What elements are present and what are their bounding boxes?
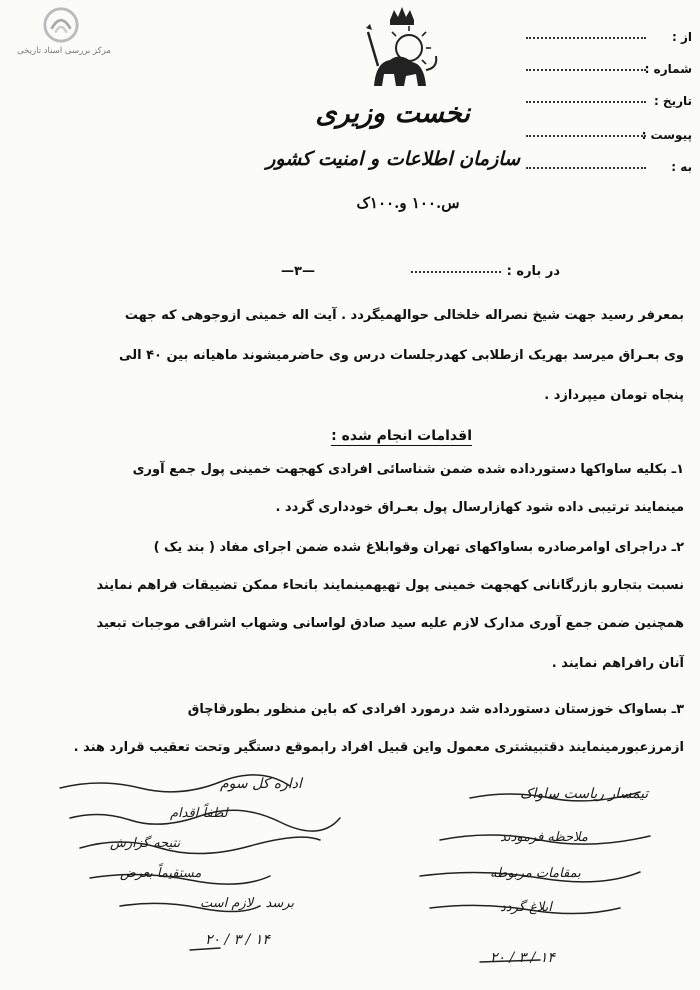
- watermark-text: مرکز بررسی اسناد تاریخی: [17, 46, 111, 56]
- handwritten-note: برسد . لازم است: [200, 896, 295, 911]
- handwritten-note: ملاحظه فرمودند: [500, 830, 588, 845]
- letterhead-title: نخست وزیری: [315, 98, 470, 129]
- meta-date: تاریخ :: [526, 94, 692, 108]
- letterhead-organization: سازمان اطلاعات و امنیت کشور: [266, 148, 520, 170]
- archive-logo-icon: [42, 6, 80, 44]
- body-line: وی بعـراق میرسد بهریک ازطلابی کهدرجلسات درس وی حاضرمیشوند ماهیانه بین ۴۰ الی: [119, 348, 684, 363]
- action-line: ۲ـ دراجرای اوامرصادره بساواکهای تهران وقوابلاغ شده ضمن اجرای مفاد ( بند یک ): [153, 540, 684, 555]
- action-line: ۳ـ بساواک خوزستان دستورداده شد درمورد افرادی که باین منظور بطورقاچاق: [187, 702, 684, 717]
- handwritten-note: نتیجه گزارش: [110, 836, 181, 851]
- action-line: مینمایند ترتیبی داده شود کهازارسال پول بعـراق خودداری گردد .: [275, 500, 684, 515]
- watermark: [8, 6, 120, 62]
- handwritten-note: مستقیماً بعرض: [120, 866, 202, 881]
- form-code: س.١٠٠ و.١٠٠ک: [356, 194, 460, 212]
- page-number: —۳—: [281, 264, 315, 279]
- body-line: پنجاه تومان میپردازد .: [544, 388, 684, 403]
- meta-from: از :: [526, 30, 692, 44]
- meta-attachment: پیوست :: [526, 128, 692, 142]
- handwritten-note: تیمسار ریاست ساواک: [520, 786, 649, 802]
- action-line: ۱ـ بکلیه ساواکها دستورداده شده ضمن شناسائی افرادی کهجهت خمینی پول جمع آوری: [132, 462, 684, 477]
- body-line: بمعرفر رسید جهت شیخ نصراله خلخالی حوالهمیگردد . آیت اله خمینی ازوجوهی که جهت: [124, 308, 684, 323]
- handwritten-note: ابلاغ گردد: [500, 900, 552, 915]
- handwritten-note: اداره کل سوم: [220, 776, 302, 792]
- subject-label: در باره :: [411, 264, 560, 279]
- lion-and-sun-emblem-icon: [360, 4, 444, 96]
- handwritten-date: ۱۴ / ۳ / ۲۰: [205, 932, 270, 948]
- meta-to: به :: [526, 160, 692, 174]
- handwritten-date: ۱۴ / ۳ / ۲۰: [490, 950, 555, 966]
- meta-number: شماره :: [526, 62, 692, 76]
- actions-heading: اقدامات انجام شده :: [331, 428, 472, 444]
- handwritten-note: بمقامات مربوطه: [490, 866, 581, 881]
- action-line: ازمرزعبورمینمایند دقتبیشتری معمول واین قبیل افراد رابموقع دستگیر وتحت تعقیب قرارد هند .: [73, 740, 684, 755]
- handwriting-strokes: [0, 740, 700, 990]
- action-line: نسبت بتجارو بازرگانانی کهجهت خمینی پول تهیهمینمایند بانحاء ممکن تضییقات فراهم نمایند: [96, 578, 684, 593]
- handwritten-note: لطفاً اقدام: [170, 806, 228, 821]
- action-line: همچنین ضمن جمع آوری مدارک لازم علیه سید صادق لواسانی وشهاب اشراقی موجبات تبعید: [96, 616, 684, 631]
- action-line: آنان رافراهم نمایند .: [551, 656, 684, 671]
